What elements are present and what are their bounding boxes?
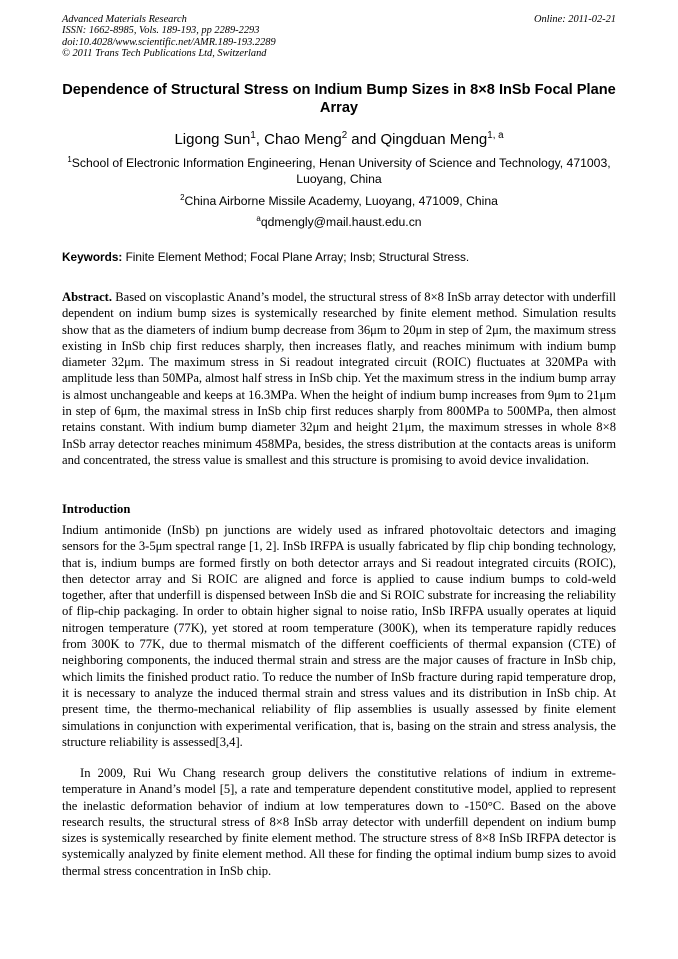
issn-line: ISSN: 1662-8985, Vols. 189-193, pp 2289-2293 [62, 25, 260, 37]
affiliation-1 [62, 155, 616, 187]
journal-header [62, 14, 276, 59]
email-text: qdmengly@mail.haust.edu.cn [260, 215, 422, 229]
author-name: Ligong Sun [174, 131, 251, 148]
author-separator: , [255, 131, 265, 148]
author-name: Chao Meng [264, 131, 342, 148]
introduction-paragraph-2: In 2009, Rui Wu Chang research group delivers the constitutive relations of indium in extreme-temperature in Anand’s model [5], a rate and temperature dependent constitutive model, applied to represent the inelastic deformation behavior of indium at low temperatures down to -150°C. Based on the above research results, the structural stress of 8×8 InSb array detector with underfill dependent on indium bump sizes is systemically researched by finite element method. The structure stress of 8×8 InSb IRFPA detector is systemically analyzed by finite element method. All these for finding the optimal indium bump sizes to avoid thermal stress concentration in InSb chip. [62, 766, 616, 878]
doi-line: doi:10.4028/www.scientific.net/AMR.189-193.2289 [62, 36, 276, 48]
abstract-text: Based on viscoplastic Anand’s model, the structural stress of 8×8 InSb array detector with underfill dependent on indium bump sizes is systemically researched by finite element method. Simulation results show that as the diameters of indium bump decrease from 36μm to 20μm in step of 2μm, the maximum stress existing in InSb chip first reduces sharply, then increases flatly, and reaches minimum with indium bump diameter 32μm. The maximum stress in Si readout integrated circuit (ROIC) fluctuates at 320MPa with amplitude less than 50MPa, almost half stress in InSb chip. Yet the maximum stress in the indium bump array is almost unchangeable and keeps at 16.3MPa. When the height of indium bump increases from 9μm to 21μm in step of 6μm, the maximal stress in InSb chip first reduces sharply from 800MPa to 500MPa, then almost retains constant. With indium bump diameter 32μm and height 21μm, the maximum stresses in whole 8×8 InSb array detector reaches minimum 458MPa, besides, the stress distribution at the contacts areas is uniform and concentrated, the stress value is smallest and this structure is promising to avoid device invalidation. [62, 290, 616, 467]
affiliation-text: School of Electronic Information Engineering, Henan University of Science and Technology, 471003, Luoyang, China [71, 156, 611, 186]
author-superscript: 1 [250, 130, 256, 141]
affiliation-superscript: 2 [180, 192, 185, 202]
email-superscript: a [256, 213, 261, 223]
keywords [62, 250, 616, 264]
author-name: Qingduan Meng [380, 131, 488, 148]
author-superscript: 2 [341, 130, 348, 141]
section-heading-introduction: Introduction [62, 502, 131, 516]
corresponding-email [62, 214, 616, 230]
paper-title: Dependence of Structural Stress on Indium Bump Sizes in 8×8 InSb Focal Plane Array [62, 82, 616, 116]
affiliation-superscript: 1 [67, 154, 72, 164]
journal-name: Advanced Materials Research [62, 14, 187, 25]
affiliation-2 [62, 193, 616, 209]
abstract [62, 289, 616, 468]
keywords-text: Finite Element Method; Focal Plane Array; Insb; Structural Stress. [122, 250, 470, 264]
abstract-label: Abstract. [62, 290, 113, 304]
affiliation-text: China Airborne Missile Academy, Luoyang, 471009, China [184, 194, 498, 208]
author-superscript: 1, a [487, 130, 504, 141]
introduction-paragraph-1: Indium antimonide (InSb) pn junctions are widely used as infrared photovoltaic detectors and imaging sensors for the 3-5μm spectral range [1, 2]. InSb IRFPA is usually fabricated by flip chip bonding technology, that is, indium bumps are formed firstly on both detector arrays and Si readout integrated circuits (ROIC), then detector array and Si ROIC are aligned and force is applied to cause indium bumps to cold-weld together, after that underfill is dispensed between InSb die and Si ROIC substrate for increasing the reliability of flip-chip packaging. In order to obtain higher signal to noise ratio, InSb IRFPA usually operates at liquid nitrogen temperature (77K), yet stored at room temperature (300K), when its temperature rapidly reduces from 300K to 77K, due to thermal mismatch of the different coefficients of thermal expansion (CTE) of neighboring components, the induced thermal strain and stress are the major causes of fracture in InSb chip, which limits the finished product ratio. To reduce the number of InSb fracture during rapid temperature drop, it is necessary to analyze the induced thermal strain and stress values and its distribution in InSb chip. At present time, the thermo-mechanical reliability of flip assemblies is usually assessed by finite element simulations in conjunction with experimental verification, that is, basing on the strain and stress analysis, the structure reliability is assessed[3,4]. [62, 523, 616, 749]
online-date: Online: 2011-02-21 [533, 14, 616, 25]
keywords-label: Keywords: [62, 250, 123, 264]
author-list [62, 131, 616, 149]
copyright-line: © 2011 Trans Tech Publications Ltd, Switzerland [62, 47, 267, 59]
author-separator: and [347, 131, 381, 148]
